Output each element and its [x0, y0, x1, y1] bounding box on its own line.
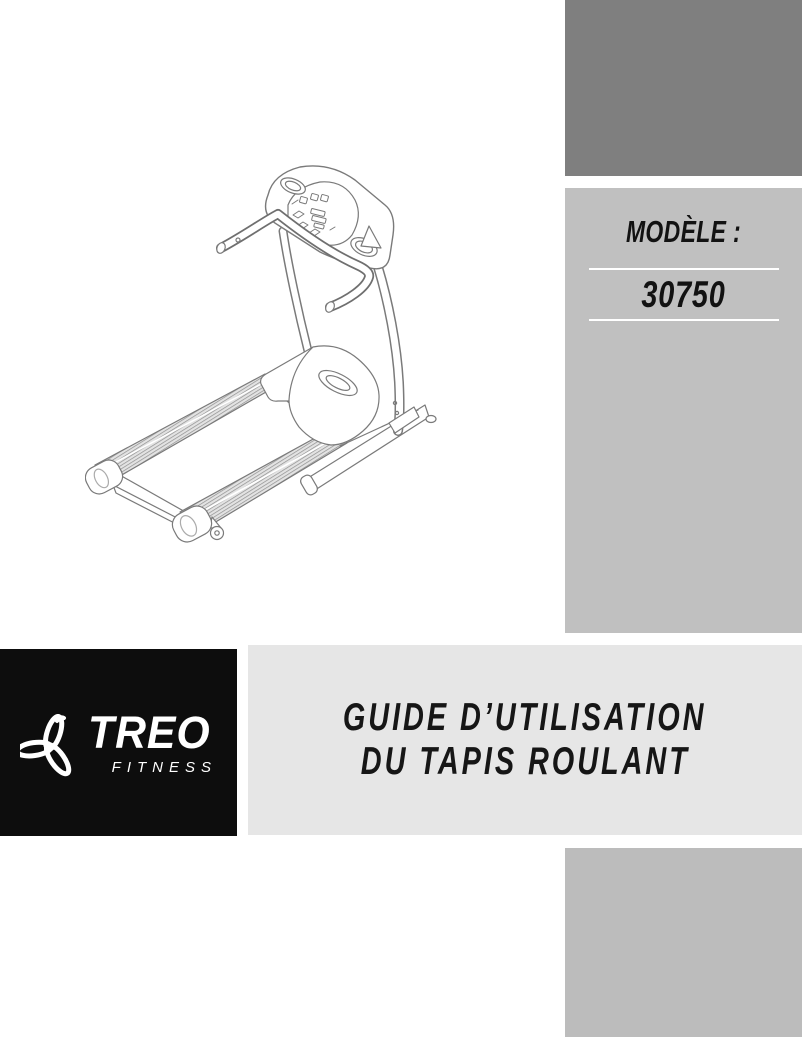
brand-text-column	[87, 707, 217, 776]
model-rule-top	[589, 268, 779, 270]
title-line-2: DU TAPIS ROULANT	[360, 740, 690, 783]
brand-logo-block	[0, 649, 237, 836]
brand-logo	[20, 708, 217, 778]
top-gray-block	[565, 0, 802, 176]
treo-propeller-icon	[20, 714, 84, 778]
brand-subname: FITNESS	[111, 759, 217, 776]
brand-name: TREO	[87, 707, 211, 758]
title-line-1: GUIDE D’UTILISATION	[343, 695, 707, 739]
treadmill-illustration	[85, 155, 445, 565]
model-panel	[565, 188, 802, 633]
title-banner	[248, 645, 802, 835]
model-label: MODÈLE :	[625, 214, 742, 249]
model-rule-bottom	[589, 319, 779, 321]
bottom-gray-block	[565, 848, 802, 1037]
treadmill-line-drawing-icon	[85, 155, 445, 565]
model-number: 30750	[641, 274, 726, 315]
